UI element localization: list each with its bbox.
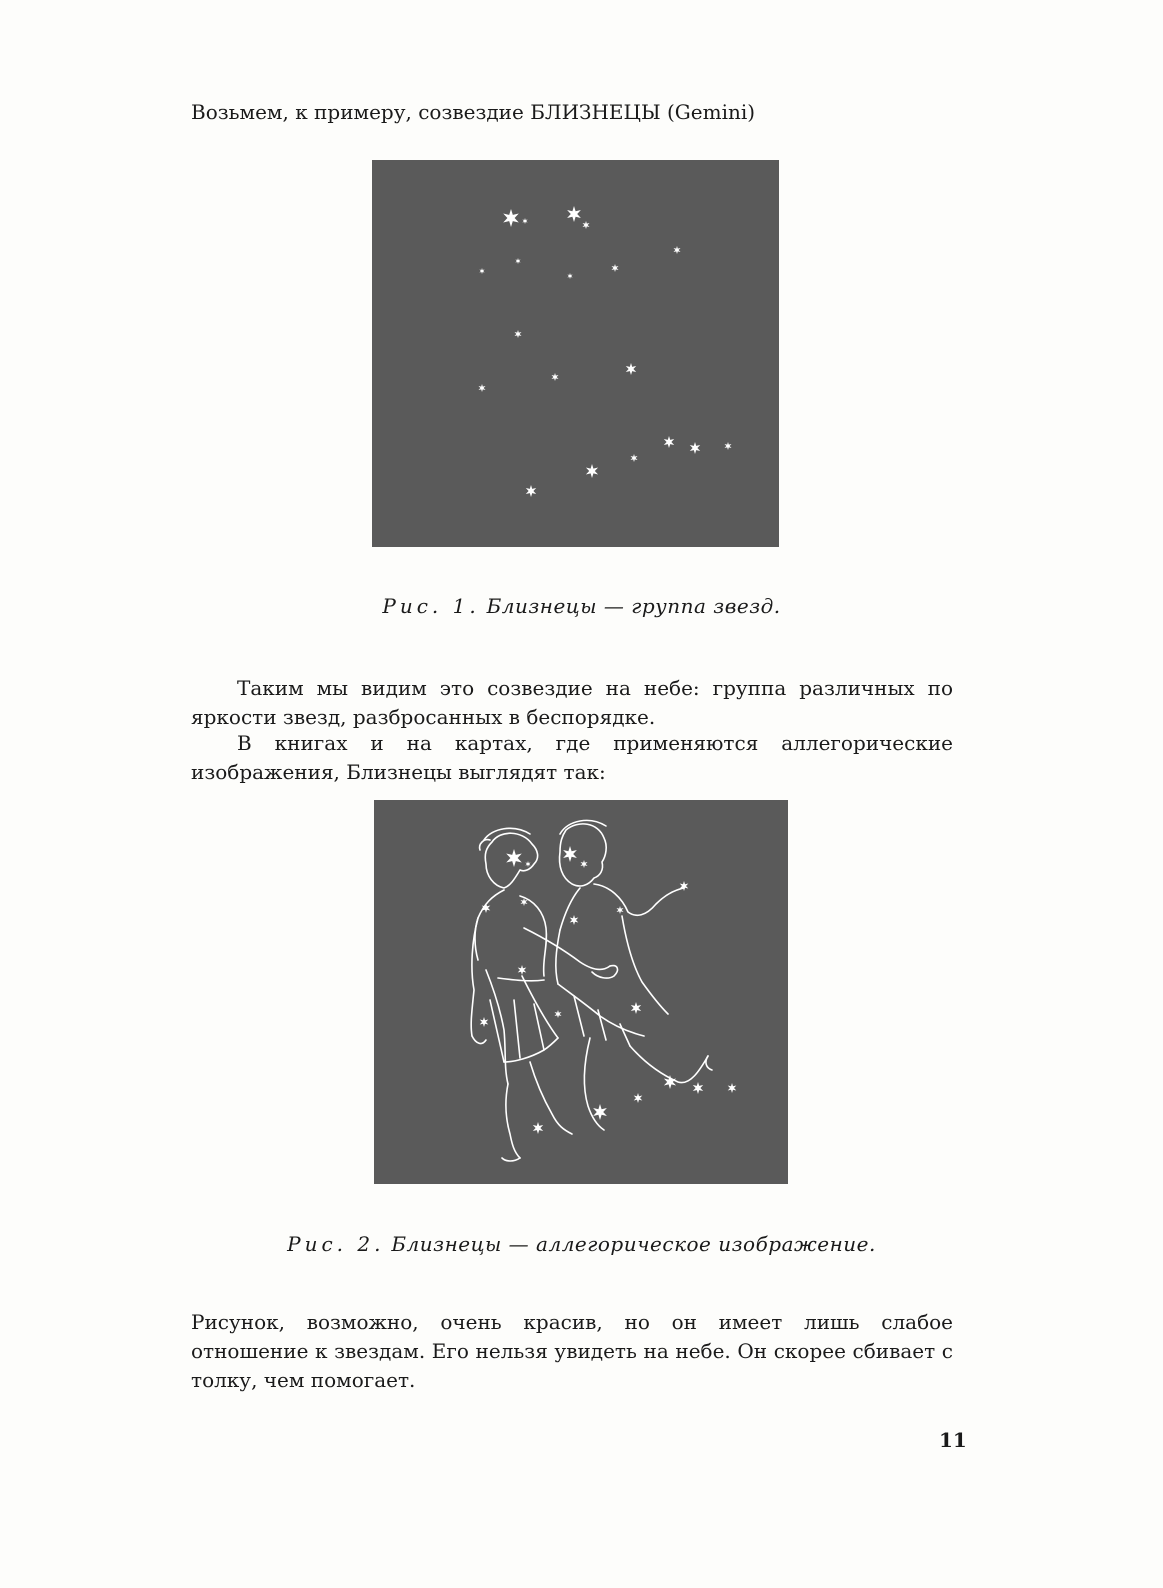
star-icon	[506, 849, 522, 867]
figure-2-allegory	[374, 800, 788, 1184]
star-icon	[690, 442, 700, 454]
figure-2-svg	[374, 800, 788, 1184]
star-icon	[518, 965, 527, 975]
star-icon	[581, 860, 588, 868]
star-icon	[634, 1093, 643, 1103]
star-icon	[664, 1075, 676, 1089]
star-icon	[555, 1010, 562, 1018]
star-icon	[525, 861, 530, 867]
figure-1-svg	[372, 160, 779, 547]
figure-1-caption	[0, 594, 1163, 618]
star-icon	[480, 1017, 489, 1027]
star-icon	[533, 1122, 543, 1134]
star-icon	[593, 1104, 607, 1120]
paragraph-3: Рисунок, возможно, очень красив, но он имеет лишь слабое отношение к звездам. Его нельзя увидеть на небе. Он скорее сбивает с толку, чем помогает.	[191, 1310, 953, 1392]
star-icon	[479, 268, 484, 274]
star-icon	[570, 915, 579, 925]
star-icon	[552, 373, 559, 381]
star-icon	[515, 258, 520, 264]
star-icon	[583, 221, 590, 229]
intro-line: Возьмем, к примеру, созвездие БЛИЗНЕЦЫ (Gemini)	[191, 100, 756, 124]
star-icon	[567, 206, 581, 222]
star-icon	[631, 1002, 641, 1014]
star-icon	[617, 906, 624, 914]
page-number: 11	[939, 1428, 967, 1452]
star-icon	[664, 436, 674, 448]
star-icon	[515, 330, 522, 338]
star-icon	[728, 1083, 737, 1093]
paragraph-2: В книгах и на картах, где применяются аллегорические изображения, Близнецы выглядят так:	[191, 731, 953, 784]
figure-1-star-field	[372, 160, 779, 547]
star-icon	[674, 246, 681, 254]
star-icon	[693, 1082, 703, 1094]
star-icon	[626, 363, 636, 375]
twins-outline-drawing	[471, 820, 712, 1161]
star-icon	[631, 454, 638, 462]
star-icon	[479, 384, 486, 392]
star-icon	[612, 264, 619, 272]
star-icon	[567, 273, 572, 279]
figure-2-caption-lead: Рис. 2.	[287, 1232, 385, 1256]
star-icon	[522, 218, 527, 224]
star-icon	[563, 846, 577, 862]
paragraph-1: Таким мы видим это созвездие на небе: группа различных по яркости звезд, разбросанных в беспорядке.	[191, 676, 953, 729]
figure-2-caption-text: Близнецы — аллегорическое изображение.	[391, 1232, 876, 1256]
figure-1-caption-lead: Рис. 1.	[382, 594, 480, 618]
star-icon	[526, 485, 536, 497]
star-icon	[503, 209, 519, 227]
figure-2-caption	[0, 1232, 1163, 1256]
star-icon	[725, 442, 732, 450]
star-icon	[586, 464, 598, 478]
figure-1-caption-text: Близнецы — группа звезд.	[486, 594, 781, 618]
